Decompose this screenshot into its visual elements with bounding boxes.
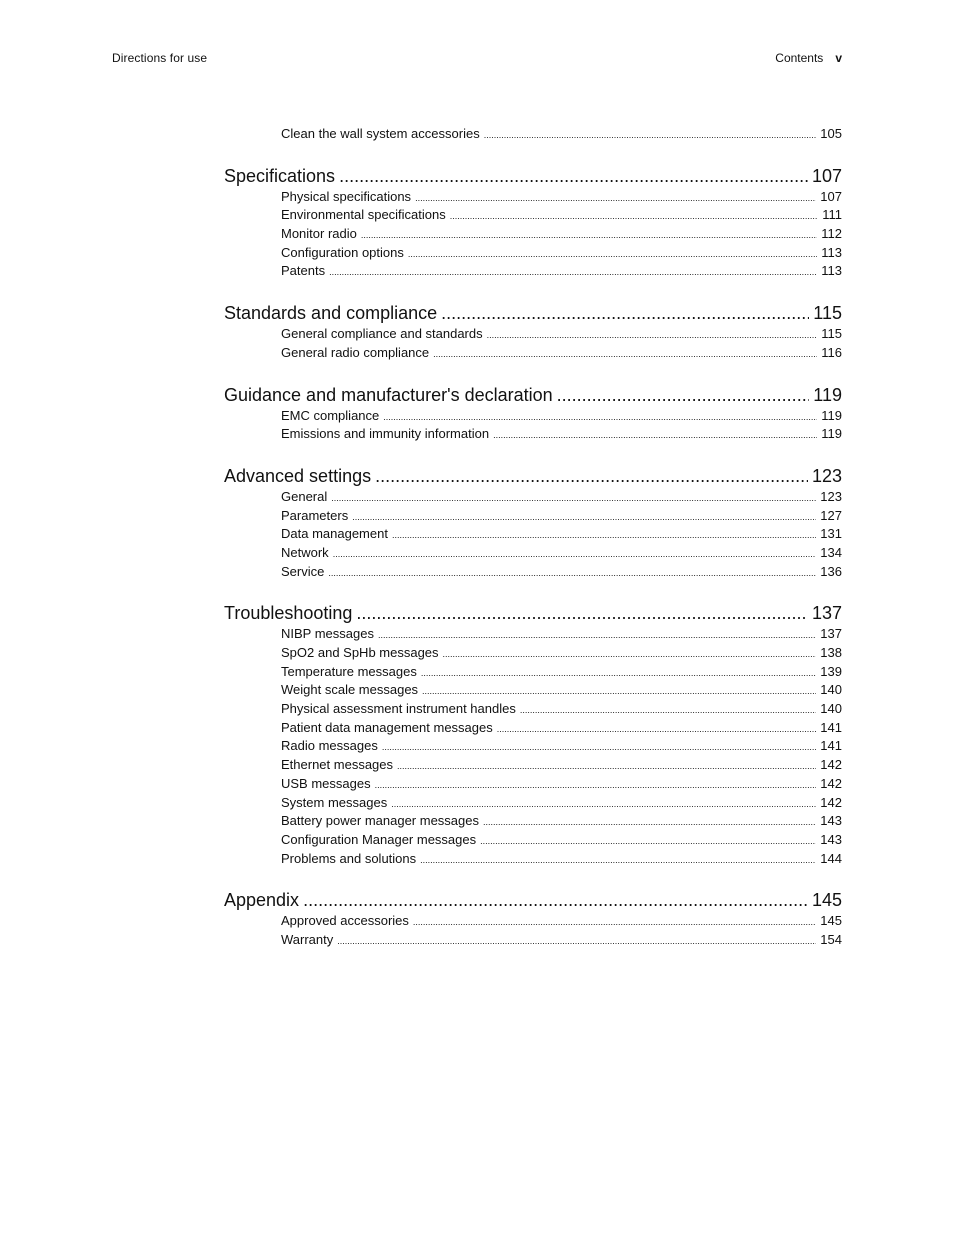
toc-subentry-page-number: 113 [821, 263, 842, 279]
toc-subentry-page-number: 113 [821, 244, 842, 260]
toc-subentry[interactable] [281, 912, 842, 931]
toc-section-heading-page-number: 115 [813, 303, 842, 324]
toc-subentry[interactable] [281, 644, 842, 663]
toc-subentry[interactable] [281, 850, 842, 869]
dot-leader [352, 508, 816, 526]
toc-subentry[interactable] [281, 344, 842, 363]
toc-subentry[interactable] [281, 507, 842, 526]
toc-section-heading-title: Advanced settings [224, 465, 372, 486]
toc-section-heading[interactable] [224, 464, 842, 488]
toc-section-heading-page-number: 119 [813, 384, 842, 405]
dot-leader [408, 245, 817, 263]
toc-lead-group [224, 125, 842, 144]
toc-subentry-page-number: 143 [820, 813, 842, 829]
toc-subentry-title: Environmental specifications [281, 207, 446, 223]
toc-subentry-title: Warranty [281, 931, 334, 947]
dot-leader [443, 645, 817, 663]
toc-subentry-page-number: 136 [820, 563, 842, 579]
dot-leader [397, 757, 816, 775]
dot-leader [378, 626, 816, 644]
toc-section-heading[interactable] [224, 888, 842, 912]
dot-leader [483, 813, 816, 831]
running-header-title: Directions for use [112, 51, 208, 65]
dot-leader [382, 738, 816, 756]
toc-subentry-page-number: 144 [820, 850, 842, 866]
dot-leader [331, 489, 816, 507]
toc-subentry-page-number: 105 [820, 126, 842, 141]
toc-subentry-title: Weight scale messages [281, 682, 419, 698]
dot-leader [480, 832, 816, 850]
toc-subentry-page-number: 127 [820, 507, 842, 523]
toc-section-heading[interactable] [224, 164, 842, 188]
toc-subentry[interactable] [281, 544, 842, 563]
dot-leader [329, 263, 817, 281]
toc-subentry-title: General radio compliance [281, 344, 430, 360]
toc-subentry-page-number: 119 [821, 407, 842, 423]
toc-subentry-page-number: 107 [820, 188, 842, 204]
toc-subentry[interactable] [281, 719, 842, 738]
toc-subentry-title: Clean the wall system accessories [281, 126, 480, 141]
dot-leader [383, 408, 817, 426]
toc-subentry[interactable] [281, 407, 842, 426]
toc-subentry-title: Network [281, 544, 329, 560]
toc-subentry-page-number: 134 [820, 544, 842, 560]
toc-subentry-page-number: 139 [820, 663, 842, 679]
toc-subentry-page-number: 142 [820, 757, 842, 773]
toc-subentry-title: Emissions and immunity information [281, 426, 490, 442]
dot-leader [493, 426, 817, 444]
toc-subentry[interactable] [281, 812, 842, 831]
toc-section-heading-title: Guidance and manufacturer's declaration [224, 384, 553, 405]
toc-section-heading-page-number: 107 [811, 165, 842, 186]
toc-subentry[interactable] [281, 225, 842, 244]
dot-leader [392, 526, 816, 544]
toc-section-heading-title: Standards and compliance [224, 303, 438, 324]
toc-subentry[interactable] [281, 188, 842, 207]
toc-subentry[interactable] [281, 931, 842, 950]
toc-section-group [224, 888, 842, 949]
toc-subentry-page-number: 137 [820, 626, 842, 642]
toc-subentry[interactable] [281, 488, 842, 507]
dot-leader [441, 301, 809, 325]
toc-subentry-title: Configuration Manager messages [281, 831, 477, 847]
dot-leader [413, 913, 816, 931]
toc-section-heading-page-number: 145 [811, 890, 842, 911]
toc-subentry-page-number: 154 [820, 931, 842, 947]
toc-subentry-title: Approved accessories [281, 913, 409, 929]
toc-subentry-title: General compliance and standards [281, 326, 483, 342]
toc-subentry-page-number: 141 [820, 719, 842, 735]
toc-subentry[interactable] [281, 525, 842, 544]
toc-subentry[interactable] [281, 244, 842, 263]
toc-subentry-page-number: 141 [820, 738, 842, 754]
toc-section-group [224, 301, 842, 362]
dot-leader [484, 126, 817, 144]
toc-subentry-title: SpO2 and SpHb messages [281, 645, 439, 660]
header-page-number: v [835, 51, 842, 65]
toc-subentry-page-number: 138 [820, 645, 842, 660]
toc-subentry-title: General [281, 488, 328, 504]
toc-section-group [224, 464, 842, 581]
dot-leader [415, 189, 816, 207]
dot-leader [420, 851, 816, 869]
toc-subentry-title: Physical specifications [281, 188, 412, 204]
toc-subentry-title: Service [281, 563, 325, 579]
dot-leader [337, 932, 816, 950]
toc-subentry-title: Patents [281, 263, 326, 279]
dot-leader [333, 545, 817, 563]
toc-subentry-page-number: 140 [820, 682, 842, 698]
header-section-label: Contents [775, 51, 824, 65]
toc-subentry[interactable] [281, 663, 842, 682]
dot-leader [557, 383, 810, 407]
toc-subentry[interactable] [281, 794, 842, 813]
toc-subentry-title: Parameters [281, 507, 349, 523]
dot-leader [487, 326, 818, 344]
toc-subentry[interactable] [281, 756, 842, 775]
toc-subentry[interactable] [281, 681, 842, 700]
dot-leader [375, 776, 817, 794]
toc-subentry-title: Radio messages [281, 738, 378, 754]
toc-subentry[interactable] [281, 206, 842, 225]
toc-subentry-title: Patient data management messages [281, 719, 493, 735]
toc-subentry-title: Monitor radio [281, 226, 357, 242]
toc-subentry-page-number: 131 [820, 526, 842, 542]
dot-leader [421, 664, 816, 682]
toc-subentry-title: Temperature messages [281, 663, 417, 679]
toc-subentry-page-number: 111 [822, 207, 842, 223]
toc-subentry-page-number: 145 [820, 913, 842, 929]
table-of-contents [224, 125, 842, 950]
toc-subentry-page-number: 123 [820, 488, 842, 504]
toc-subentry[interactable] [281, 125, 842, 144]
toc-subentry-page-number: 119 [821, 426, 842, 442]
toc-subentry-title: USB messages [281, 775, 371, 791]
toc-subentry[interactable] [281, 737, 842, 756]
toc-subentry-title: System messages [281, 794, 388, 810]
running-header-section [775, 51, 842, 65]
toc-subentry[interactable] [281, 775, 842, 794]
toc-subentry[interactable] [281, 625, 842, 644]
toc-subentry[interactable] [281, 325, 842, 344]
toc-section-heading[interactable] [224, 601, 842, 625]
toc-section-heading-title: Appendix [224, 890, 300, 911]
toc-section-group [224, 164, 842, 281]
toc-section-heading-title: Troubleshooting [224, 603, 353, 624]
dot-leader [361, 226, 817, 244]
dot-leader [422, 682, 816, 700]
dot-leader [356, 601, 808, 625]
toc-subentry[interactable] [281, 262, 842, 281]
dot-leader [391, 795, 816, 813]
dot-leader [450, 207, 818, 225]
toc-subentry-page-number: 140 [820, 701, 842, 717]
toc-subentry[interactable] [281, 563, 842, 582]
toc-subentry-title: Physical assessment instrument handles [281, 701, 516, 717]
dot-leader [497, 720, 817, 738]
toc-section-heading-page-number: 137 [811, 603, 842, 624]
toc-subentry-title: EMC compliance [281, 407, 380, 423]
toc-subentry-page-number: 143 [820, 831, 842, 847]
toc-subentry-page-number: 142 [820, 794, 842, 810]
toc-subentry-title: Battery power manager messages [281, 813, 479, 829]
toc-subentry-title: Data management [281, 526, 388, 542]
toc-subentry-page-number: 112 [821, 226, 842, 242]
toc-section-heading[interactable] [224, 383, 842, 407]
toc-subentry-page-number: 116 [821, 344, 842, 360]
toc-subentry-title: Ethernet messages [281, 757, 394, 773]
toc-subentry-title: NIBP messages [281, 626, 374, 642]
toc-subentry-title: Configuration options [281, 244, 404, 260]
toc-section-group [224, 601, 842, 868]
toc-subentry[interactable] [281, 700, 842, 719]
toc-section-heading-page-number: 123 [811, 465, 842, 486]
dot-leader [433, 345, 817, 363]
dot-leader [375, 464, 808, 488]
toc-subentry-page-number: 115 [821, 326, 842, 342]
toc-section-heading-title: Specifications [224, 165, 336, 186]
dot-leader [328, 564, 816, 582]
toc-section-heading[interactable] [224, 301, 842, 325]
toc-subentry-page-number: 142 [820, 775, 842, 791]
dot-leader [303, 888, 808, 912]
dot-leader [520, 701, 816, 719]
toc-section-group [224, 383, 842, 444]
dot-leader [339, 164, 808, 188]
toc-subentry[interactable] [281, 831, 842, 850]
toc-subentry[interactable] [281, 425, 842, 444]
toc-subentry-title: Problems and solutions [281, 850, 417, 866]
